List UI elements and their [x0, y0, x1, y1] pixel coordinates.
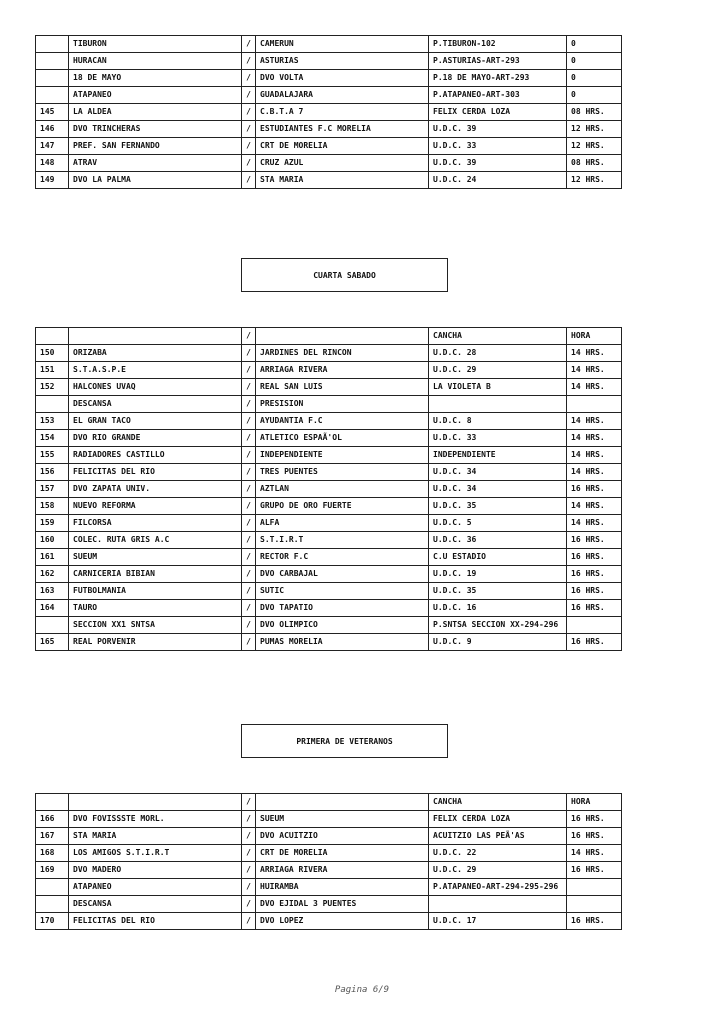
away-team-cell: ARRIAGA RIVERA [256, 862, 429, 879]
table-row [36, 53, 622, 70]
court-cell: FELIX CERDA LOZA [429, 811, 567, 828]
home-team-cell [69, 794, 242, 811]
separator-cell: / [242, 172, 256, 189]
court-cell: U.D.C. 29 [429, 362, 567, 379]
time-cell: 12 HRS. [567, 121, 622, 138]
match-number-cell: 147 [36, 138, 69, 155]
separator-cell: / [242, 566, 256, 583]
table-row [36, 413, 622, 430]
match-number-cell [36, 896, 69, 913]
separator-cell: / [242, 104, 256, 121]
time-cell: 16 HRS. [567, 634, 622, 651]
separator-cell: / [242, 583, 256, 600]
table-row [36, 617, 622, 634]
home-team-cell: LOS AMIGOS S.T.I.R.T [69, 845, 242, 862]
separator-cell: / [242, 138, 256, 155]
time-cell: 16 HRS. [567, 913, 622, 930]
table-row [36, 464, 622, 481]
time-cell: HORA [567, 794, 622, 811]
court-cell: U.D.C. 16 [429, 600, 567, 617]
away-team-cell: AZTLAN [256, 481, 429, 498]
court-cell: U.D.C. 34 [429, 481, 567, 498]
match-number-cell: 151 [36, 362, 69, 379]
table-row [36, 913, 622, 930]
away-team-cell: ESTUDIANTES F.C MORELIA [256, 121, 429, 138]
match-number-cell: 145 [36, 104, 69, 121]
away-team-cell: PUMAS MORELIA [256, 634, 429, 651]
home-team-cell: NUEVO REFORMA [69, 498, 242, 515]
court-cell: U.D.C. 35 [429, 583, 567, 600]
separator-cell: / [242, 600, 256, 617]
away-team-cell: DVO LOPEZ [256, 913, 429, 930]
home-team-cell: FUTBOLMANIA [69, 583, 242, 600]
home-team-cell: S.T.A.S.P.E [69, 362, 242, 379]
separator-cell: / [242, 464, 256, 481]
separator-cell: / [242, 634, 256, 651]
table-row [36, 600, 622, 617]
home-team-cell: COLEC. RUTA GRIS A.C [69, 532, 242, 549]
match-number-cell: 154 [36, 430, 69, 447]
home-team-cell: FELICITAS DEL RIO [69, 464, 242, 481]
separator-cell: / [242, 828, 256, 845]
match-number-cell: 166 [36, 811, 69, 828]
home-team-cell: DVO LA PALMA [69, 172, 242, 189]
table-row [36, 362, 622, 379]
time-cell: 14 HRS. [567, 447, 622, 464]
table-row [36, 862, 622, 879]
match-number-cell: 170 [36, 913, 69, 930]
away-team-cell: ARRIAGA RIVERA [256, 362, 429, 379]
separator-cell: / [242, 430, 256, 447]
court-cell: CANCHA [429, 794, 567, 811]
separator-cell: / [242, 515, 256, 532]
table-row [36, 104, 622, 121]
separator-cell: / [242, 811, 256, 828]
table-row [36, 430, 622, 447]
table-row [36, 879, 622, 896]
court-cell: U.D.C. 28 [429, 345, 567, 362]
time-cell: 16 HRS. [567, 828, 622, 845]
time-cell: 16 HRS. [567, 862, 622, 879]
home-team-cell: 18 DE MAYO [69, 70, 242, 87]
time-cell [567, 879, 622, 896]
match-number-cell [36, 36, 69, 53]
table-row [36, 396, 622, 413]
home-team-cell: STA MARIA [69, 828, 242, 845]
match-number-cell: 152 [36, 379, 69, 396]
home-team-cell: DVO ZAPATA UNIV. [69, 481, 242, 498]
time-cell [567, 396, 622, 413]
time-cell: 16 HRS. [567, 566, 622, 583]
court-cell: U.D.C. 33 [429, 430, 567, 447]
home-team-cell: FILCORSA [69, 515, 242, 532]
home-team-cell: HALCONES UVAQ [69, 379, 242, 396]
separator-cell: / [242, 328, 256, 345]
separator-cell: / [242, 53, 256, 70]
schedule-table-continued [35, 35, 622, 189]
table-row [36, 155, 622, 172]
time-cell: 0 [567, 70, 622, 87]
home-team-cell: DESCANSA [69, 896, 242, 913]
separator-cell: / [242, 155, 256, 172]
separator-cell: / [242, 549, 256, 566]
away-team-cell: PRESISION [256, 396, 429, 413]
match-number-cell: 157 [36, 481, 69, 498]
away-team-cell: ALFA [256, 515, 429, 532]
separator-cell: / [242, 794, 256, 811]
court-cell: P.TIBURON-102 [429, 36, 567, 53]
table-row [36, 532, 622, 549]
court-cell: P.ATAPANEO-ART-303 [429, 87, 567, 104]
court-cell [429, 396, 567, 413]
time-cell: 14 HRS. [567, 515, 622, 532]
separator-cell: / [242, 481, 256, 498]
court-cell: U.D.C. 33 [429, 138, 567, 155]
court-cell: U.D.C. 22 [429, 845, 567, 862]
separator-cell: / [242, 379, 256, 396]
home-team-cell: ATAPANEO [69, 87, 242, 104]
time-cell: 14 HRS. [567, 362, 622, 379]
table-row [36, 566, 622, 583]
match-number-cell: 148 [36, 155, 69, 172]
court-cell: U.D.C. 8 [429, 413, 567, 430]
away-team-cell: CAMERUN [256, 36, 429, 53]
time-cell: 12 HRS. [567, 138, 622, 155]
court-cell: LA VIOLETA B [429, 379, 567, 396]
away-team-cell: C.B.T.A 7 [256, 104, 429, 121]
away-team-cell: DVO TAPATIO [256, 600, 429, 617]
match-number-cell [36, 879, 69, 896]
home-team-cell: TIBURON [69, 36, 242, 53]
court-cell: U.D.C. 9 [429, 634, 567, 651]
match-number-cell: 163 [36, 583, 69, 600]
home-team-cell: TAURO [69, 600, 242, 617]
time-cell: 08 HRS. [567, 155, 622, 172]
separator-cell: / [242, 879, 256, 896]
away-team-cell: HUIRAMBA [256, 879, 429, 896]
home-team-cell: DVO RIO GRANDE [69, 430, 242, 447]
match-number-cell: 146 [36, 121, 69, 138]
court-cell: U.D.C. 36 [429, 532, 567, 549]
court-cell: C.U ESTADIO [429, 549, 567, 566]
match-number-cell [36, 70, 69, 87]
separator-cell: / [242, 413, 256, 430]
time-cell: 14 HRS. [567, 345, 622, 362]
separator-cell: / [242, 345, 256, 362]
separator-cell: / [242, 617, 256, 634]
home-team-cell: EL GRAN TACO [69, 413, 242, 430]
home-team-cell: LA ALDEA [69, 104, 242, 121]
away-team-cell: CRT DE MORELIA [256, 845, 429, 862]
away-team-cell: RECTOR F.C [256, 549, 429, 566]
home-team-cell: SECCION XX1 SNTSA [69, 617, 242, 634]
time-cell [567, 617, 622, 634]
away-team-cell: DVO EJIDAL 3 PUENTES [256, 896, 429, 913]
court-cell: P.18 DE MAYO-ART-293 [429, 70, 567, 87]
section-title-cuarta-sabado: CUARTA SABADO [241, 258, 448, 292]
match-number-cell: 165 [36, 634, 69, 651]
table-row [36, 896, 622, 913]
match-number-cell: 160 [36, 532, 69, 549]
court-cell: U.D.C. 19 [429, 566, 567, 583]
match-number-cell: 158 [36, 498, 69, 515]
match-number-cell [36, 617, 69, 634]
separator-cell: / [242, 862, 256, 879]
time-cell: 0 [567, 53, 622, 70]
match-number-cell: 161 [36, 549, 69, 566]
time-cell: 16 HRS. [567, 583, 622, 600]
match-number-cell: 168 [36, 845, 69, 862]
home-team-cell: DVO MADERO [69, 862, 242, 879]
time-cell: HORA [567, 328, 622, 345]
time-cell: 14 HRS. [567, 430, 622, 447]
table-row [36, 634, 622, 651]
match-number-cell: 164 [36, 600, 69, 617]
page-footer: Pagina 6/9 [334, 985, 390, 995]
table-row [36, 379, 622, 396]
away-team-cell: CRT DE MORELIA [256, 138, 429, 155]
away-team-cell: ASTURIAS [256, 53, 429, 70]
schedule-table-cuarta-sabado [35, 327, 622, 651]
table-row [36, 828, 622, 845]
court-cell: CANCHA [429, 328, 567, 345]
home-team-cell: DVO TRINCHERAS [69, 121, 242, 138]
court-cell: U.D.C. 29 [429, 862, 567, 879]
home-team-cell: FELICITAS DEL RIO [69, 913, 242, 930]
table-row [36, 447, 622, 464]
match-number-cell: 167 [36, 828, 69, 845]
home-team-cell: ATRAV [69, 155, 242, 172]
separator-cell: / [242, 396, 256, 413]
time-cell: 14 HRS. [567, 464, 622, 481]
away-team-cell: TRES PUENTES [256, 464, 429, 481]
home-team-cell: SUEUM [69, 549, 242, 566]
court-cell: U.D.C. 24 [429, 172, 567, 189]
separator-cell: / [242, 896, 256, 913]
court-cell: U.D.C. 39 [429, 155, 567, 172]
match-number-cell [36, 328, 69, 345]
time-cell: 14 HRS. [567, 845, 622, 862]
table-header-row [36, 328, 622, 345]
separator-cell: / [242, 36, 256, 53]
time-cell: 16 HRS. [567, 549, 622, 566]
table-header-row [36, 794, 622, 811]
table-row [36, 583, 622, 600]
time-cell: 14 HRS. [567, 379, 622, 396]
table-row [36, 515, 622, 532]
table-row [36, 481, 622, 498]
table-row [36, 172, 622, 189]
court-cell: INDEPENDIENTE [429, 447, 567, 464]
away-team-cell [256, 794, 429, 811]
home-team-cell: CARNICERIA BIBIAN [69, 566, 242, 583]
separator-cell: / [242, 498, 256, 515]
match-number-cell: 155 [36, 447, 69, 464]
away-team-cell: ATLETICO ESPAÃ'OL [256, 430, 429, 447]
away-team-cell: SUTIC [256, 583, 429, 600]
time-cell: 0 [567, 87, 622, 104]
separator-cell: / [242, 532, 256, 549]
separator-cell: / [242, 87, 256, 104]
time-cell: 16 HRS. [567, 481, 622, 498]
away-team-cell: AYUDANTIA F.C [256, 413, 429, 430]
time-cell: 14 HRS. [567, 413, 622, 430]
match-number-cell: 153 [36, 413, 69, 430]
table-row [36, 845, 622, 862]
home-team-cell: DESCANSA [69, 396, 242, 413]
time-cell: 16 HRS. [567, 811, 622, 828]
court-cell: FELIX CERDA LOZA [429, 104, 567, 121]
away-team-cell: INDEPENDIENTE [256, 447, 429, 464]
court-cell: U.D.C. 5 [429, 515, 567, 532]
away-team-cell: GRUPO DE ORO FUERTE [256, 498, 429, 515]
home-team-cell [69, 328, 242, 345]
table-row [36, 36, 622, 53]
away-team-cell [256, 328, 429, 345]
match-number-cell [36, 53, 69, 70]
court-cell [429, 896, 567, 913]
table-row [36, 138, 622, 155]
table-row [36, 549, 622, 566]
court-cell: P.SNTSA SECCION XX-294-296 [429, 617, 567, 634]
home-team-cell: REAL PORVENIR [69, 634, 242, 651]
match-number-cell: 156 [36, 464, 69, 481]
section-title-primera-veteranos: PRIMERA DE VETERANOS [241, 724, 448, 758]
time-cell: 0 [567, 36, 622, 53]
match-number-cell: 150 [36, 345, 69, 362]
time-cell: 16 HRS. [567, 532, 622, 549]
separator-cell: / [242, 121, 256, 138]
home-team-cell: ATAPANEO [69, 879, 242, 896]
match-number-cell: 149 [36, 172, 69, 189]
court-cell: U.D.C. 39 [429, 121, 567, 138]
court-cell: ACUITZIO LAS PEÃ'AS [429, 828, 567, 845]
away-team-cell: DVO VOLTA [256, 70, 429, 87]
separator-cell: / [242, 362, 256, 379]
court-cell: P.ASTURIAS-ART-293 [429, 53, 567, 70]
away-team-cell: DVO OLIMPICO [256, 617, 429, 634]
table-row [36, 70, 622, 87]
court-cell: U.D.C. 17 [429, 913, 567, 930]
table-row [36, 121, 622, 138]
table-row [36, 345, 622, 362]
time-cell: 12 HRS. [567, 172, 622, 189]
away-team-cell: JARDINES DEL RINCON [256, 345, 429, 362]
away-team-cell: REAL SAN LUIS [256, 379, 429, 396]
away-team-cell: DVO CARBAJAL [256, 566, 429, 583]
separator-cell: / [242, 845, 256, 862]
away-team-cell: S.T.I.R.T [256, 532, 429, 549]
away-team-cell: STA MARIA [256, 172, 429, 189]
away-team-cell: DVO ACUITZIO [256, 828, 429, 845]
home-team-cell: DVO FOVISSSTE MORL. [69, 811, 242, 828]
away-team-cell: SUEUM [256, 811, 429, 828]
match-number-cell: 162 [36, 566, 69, 583]
table-row [36, 87, 622, 104]
separator-cell: / [242, 447, 256, 464]
home-team-cell: RADIADORES CASTILLO [69, 447, 242, 464]
match-number-cell: 169 [36, 862, 69, 879]
time-cell: 14 HRS. [567, 498, 622, 515]
court-cell: U.D.C. 34 [429, 464, 567, 481]
away-team-cell: GUADALAJARA [256, 87, 429, 104]
home-team-cell: ORIZABA [69, 345, 242, 362]
time-cell: 16 HRS. [567, 600, 622, 617]
time-cell: 08 HRS. [567, 104, 622, 121]
away-team-cell: CRUZ AZUL [256, 155, 429, 172]
court-cell: P.ATAPANEO-ART-294-295-296 [429, 879, 567, 896]
schedule-table-primera-veteranos [35, 793, 622, 930]
match-number-cell: 159 [36, 515, 69, 532]
match-number-cell [36, 396, 69, 413]
time-cell [567, 896, 622, 913]
home-team-cell: HURACAN [69, 53, 242, 70]
home-team-cell: PREF. SAN FERNANDO [69, 138, 242, 155]
court-cell: U.D.C. 35 [429, 498, 567, 515]
table-row [36, 811, 622, 828]
separator-cell: / [242, 70, 256, 87]
separator-cell: / [242, 913, 256, 930]
table-row [36, 498, 622, 515]
match-number-cell [36, 87, 69, 104]
match-number-cell [36, 794, 69, 811]
